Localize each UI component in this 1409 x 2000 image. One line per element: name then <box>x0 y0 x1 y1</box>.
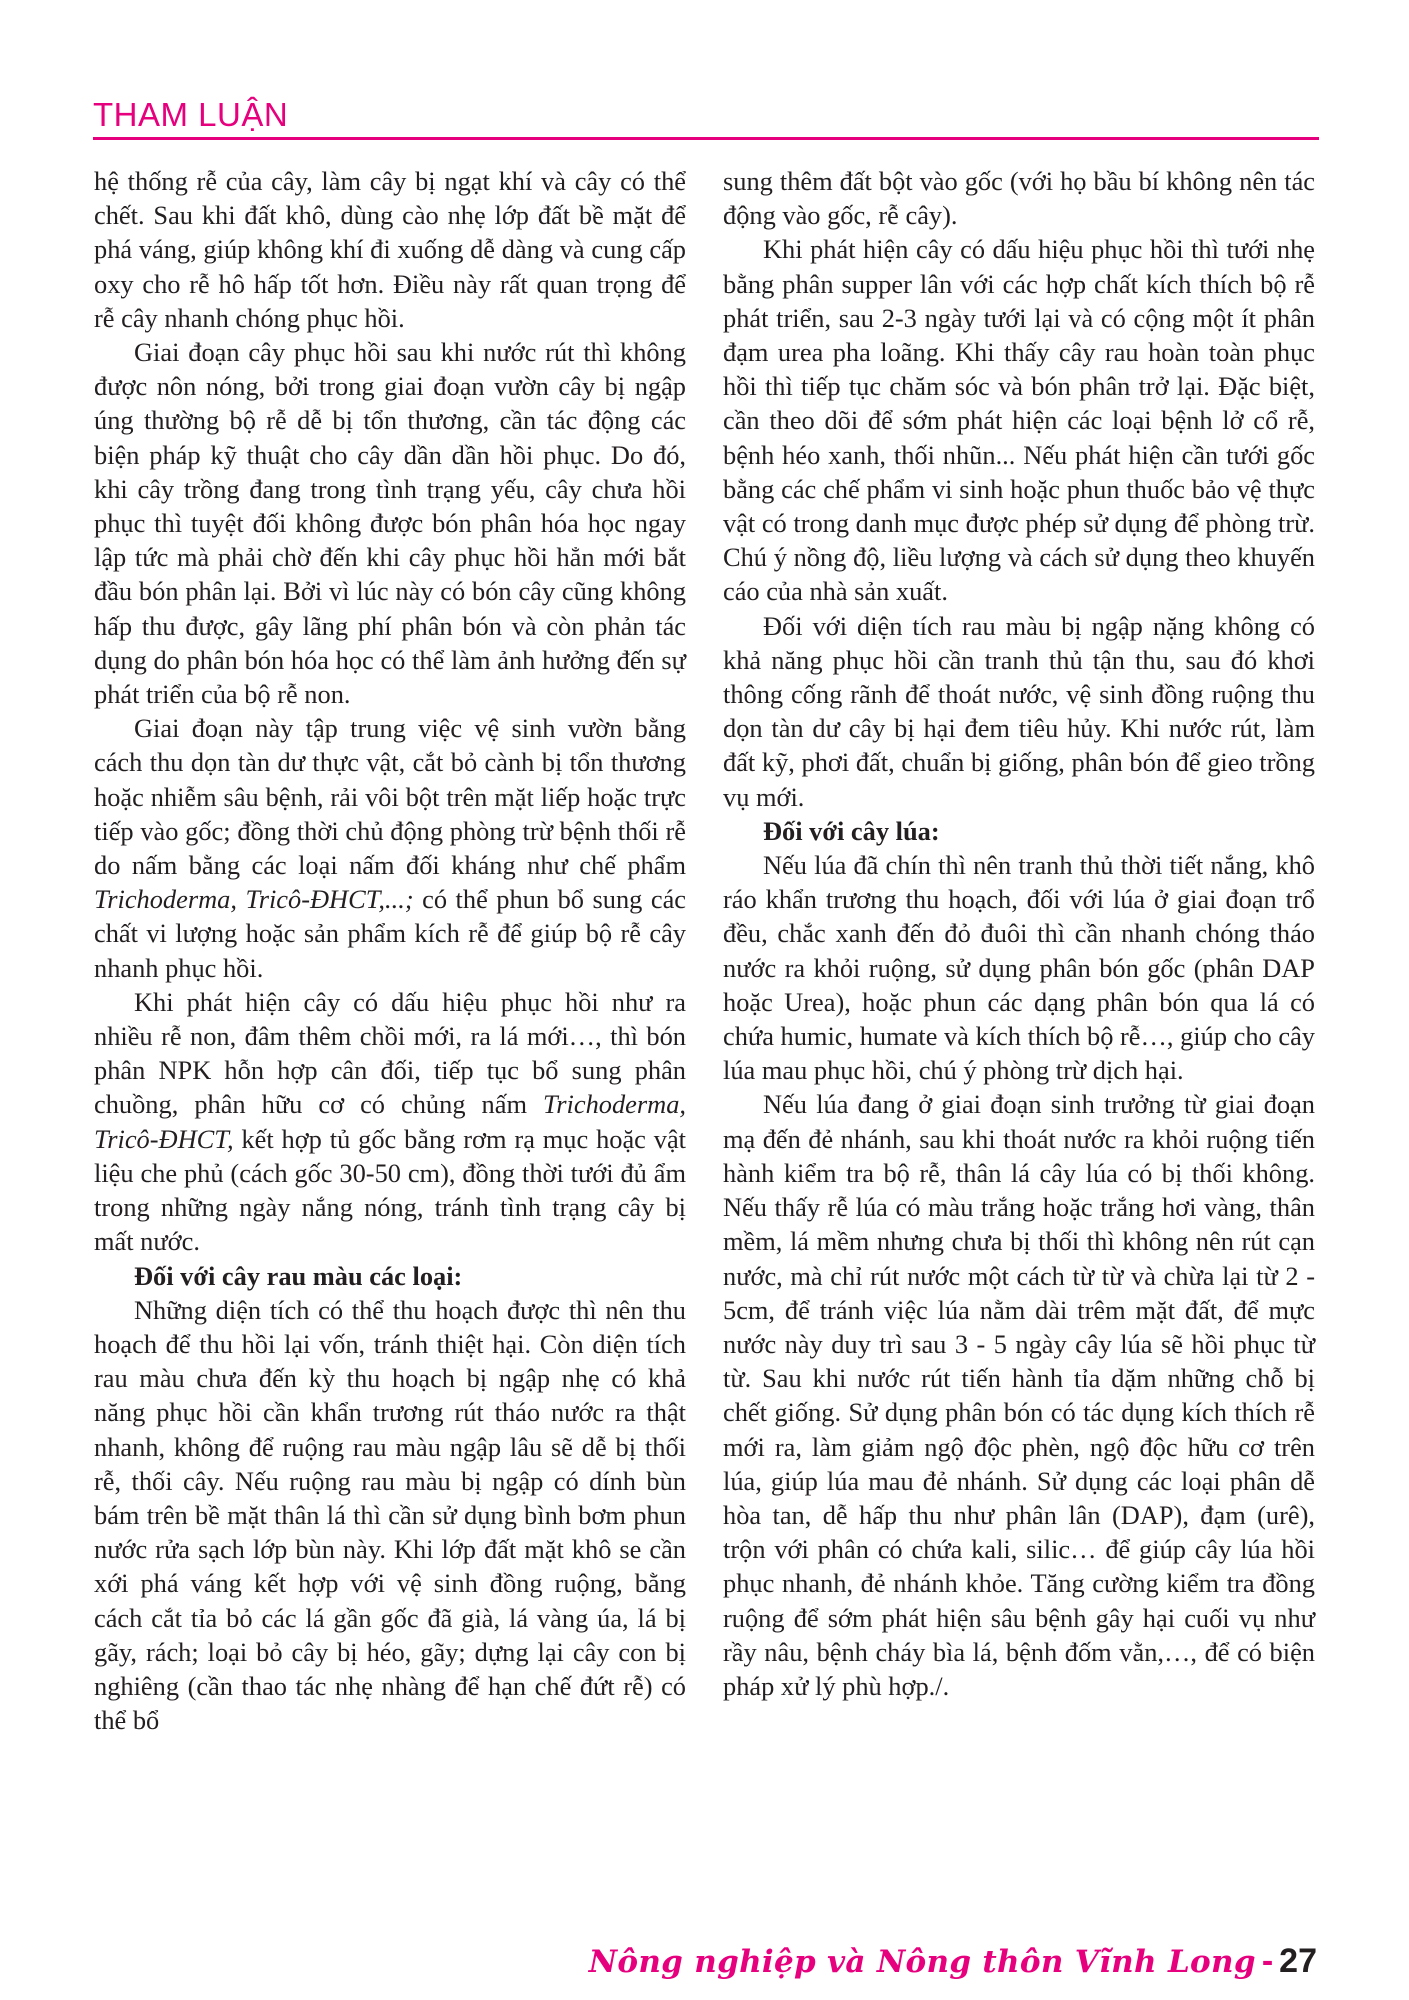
paragraph: sung thêm đất bột vào gốc (với họ bầu bí không nên tác động vào gốc, rễ cây). <box>723 166 1315 231</box>
paragraph <box>94 985 686 1259</box>
paragraph-text: có thể phun bổ sung các chất vi lượng hoặc sản phẩm kích rễ để giúp bộ rễ cây nhanh phục hồi. <box>94 884 686 983</box>
italic-product-names: Trichoderma, Tricô-ĐHCT, <box>94 1089 686 1154</box>
paragraph: Những diện tích có thể thu hoạch được thì nên thu hoạch để thu hồi lại vốn, tránh thiệt hại. Còn diện tích rau màu chưa đến kỳ thu hoạch bị ngập nhẹ có khả năng phục hồi cần khẩn trương rút tháo nước ra thật nhanh, không để ruộng rau màu ngập lâu sẽ dễ bị thối rễ, thối cây. Nếu ruộng rau màu bị ngập có dính bùn bám trên bề mặt thân lá thì cần sử dụng bình bơm phun nước rửa sạch lớp bùn này. Khi lớp đất mặt khô se cần xới phá váng kết hợp với vệ sinh đồng ruộng, bằng cách cắt tỉa bỏ các lá gần gốc đã già, lá vàng úa, lá bị gãy, rách; loại bỏ cây bị héo, gãy; dựng lại cây con bị nghiêng (cần thao tác nhẹ nhàng để hạn chế đứt rễ) có thể bổ <box>94 1294 686 1736</box>
paragraph: Giai đoạn cây phục hồi sau khi nước rút thì không được nôn nóng, bởi trong giai đoạn vườn cây bị ngập úng thường bộ rễ dễ bị tổn thương, cần tác động các biện pháp kỹ thuật cho cây dần dần hồi phục. Do đó, khi cây trồng đang trong tình trạng yếu, cây chưa hồi phục thì tuyệt đối không được bón phân hóa học ngay lập tức mà phải chờ đến khi cây phục hồi hẳn mới bắt đầu bón phân lại. Bởi vì lúc này có bón cây cũng không hấp thu được, gây lãng phí phân bón và còn phản tác dụng do phân bón hóa học có thể làm ảnh hưởng đến sự phát triển của bộ rễ non. <box>94 337 686 710</box>
paragraph-text: Giai đoạn này tập trung việc vệ sinh vườn bằng cách thu dọn tàn dư thực vật, cắt bỏ cành bị tổn thương hoặc nhiễm sâu bệnh, rải vôi bột trên mặt liếp hoặc trực tiếp vào gốc; đồng thời chủ động phòng trừ bệnh thối rễ do nấm bằng các loại nấm đối kháng như chế phẩm <box>94 713 686 881</box>
right-column <box>723 164 1315 1703</box>
paragraph <box>94 711 686 985</box>
footer-separator: - <box>1261 1942 1274 1980</box>
left-column <box>94 164 686 1737</box>
page-footer <box>589 1944 1317 1979</box>
header-divider <box>93 137 1319 140</box>
section-title: THAM LUẬN <box>93 96 289 133</box>
paragraph: Nếu lúa đang ở giai đoạn sinh trưởng từ giai đoạn mạ đến đẻ nhánh, sau khi thoát nước ra khỏi ruộng tiến hành kiểm tra bộ rễ, thân lá cây lúa có bị thối không. Nếu thấy rễ lúa có màu trắng hoặc trắng hơi vàng, thân mềm, lá mềm nhưng chưa bị thối thì không nên rút cạn nước, mà chỉ rút nước một cách từ từ và chừa lại từ 2 - 5cm, để tránh việc lúa nằm dài trêm mặt đất, để mực nước này duy trì sau 3 - 5 ngày cây lúa sẽ hồi phục từ từ. Sau khi nước rút tiến hành tỉa dặm những chỗ bị chết giống. Sử dụng phân bón có tác dụng kích thích rễ mới ra, làm giảm ngộ độc phèn, ngộ độc hữu cơ trên lúa, giúp lúa mau đẻ nhánh. Sử dụng các loại phân dễ hòa tan, dễ hấp thu như phân lân (DAP), đạm (urê), trộn với phân có chứa kali, silic… để giúp cây lúa hồi phục nhanh, đẻ nhánh khỏe. Tăng cường kiểm tra đồng ruộng để sớm phát hiện sâu bệnh gây hại cuối vụ như rầy nâu, bệnh cháy bìa lá, bệnh đốm vằn,…, để có biện pháp xử lý phù hợp./. <box>723 1089 1315 1701</box>
italic-product-names: Trichoderma, Tricô-ĐHCT,...; <box>94 884 414 915</box>
paragraph-text: kết hợp tủ gốc bằng rơm rạ mục hoặc vật liệu che phủ (cách gốc 30-50 cm), đồng thời tưới đủ ẩm trong những ngày nắng nóng, tránh tình trạng cây bị mất nước. <box>94 1123 686 1257</box>
subheading-rice: Đối với cây lúa: <box>763 815 940 846</box>
paragraph-text: Khi phát hiện cây có dấu hiệu phục hồi như ra nhiều rễ non, đâm thêm chồi mới, ra lá mới…, thì bón phân NPK hỗn hợp cân đối, tiếp tục bổ sung phân chuồng, phân hữu cơ có chủng nấm <box>94 986 686 1120</box>
paragraph: Đối với diện tích rau màu bị ngập nặng không có khả năng phục hồi cần tranh thủ tận thu, sau đó khơi thông cống rãnh để thoát nước, vệ sinh đồng ruộng thu dọn tàn dư cây bị hại đem tiêu hủy. Khi nước rút, làm đất kỹ, phơi đất, chuẩn bị giống, phân bón để gieo trồng vụ mới. <box>723 610 1315 812</box>
paragraph: Khi phát hiện cây có dấu hiệu phục hồi thì tưới nhẹ bằng phân supper lân với các hợp chất kích thích bộ rễ phát triển, sau 2-3 ngày tưới lại và có cộng một ít phân đạm urea pha loãng. Khi thấy cây rau hoàn toàn phục hồi thì tiếp tục chăm sóc và bón phân trở lại. Đặc biệt, cần theo dõi để sớm phát hiện các loại bệnh lở cổ rễ, bệnh héo xanh, thối nhũn... Nếu phát hiện cần tưới gốc bằng các chế phẩm vi sinh hoặc phun thuốc bảo vệ thực vật có trong danh mục được phép sử dụng để phòng trừ. Chú ý nồng độ, liều lượng và cách sử dụng theo khuyến cáo của nhà sản xuất. <box>723 234 1315 607</box>
paragraph: hệ thống rễ của cây, làm cây bị ngạt khí và cây có thể chết. Sau khi đất khô, dùng cào nhẹ lớp đất bề mặt để phá váng, giúp không khí đi xuống dễ dàng và cung cấp oxy cho rễ hô hấp tốt hơn. Điều này rất quan trọng để rễ cây nhanh chóng phục hồi. <box>94 166 686 333</box>
page-number: 27 <box>1279 1942 1317 1980</box>
subheading-vegetables: Đối với cây rau màu các loại: <box>134 1260 463 1291</box>
magazine-name: Nông nghiệp và Nông thôn Vĩnh Long <box>588 1944 1256 1980</box>
paragraph: Nếu lúa đã chín thì nên tranh thủ thời tiết nắng, khô ráo khẩn trương thu hoạch, đối với lúa ở giai đoạn trổ đều, chắc xanh đến đỏ đuôi thì cần nhanh chóng tháo nước ra khỏi ruộng, sử dụng phân bón gốc (phân DAP hoặc Urea), hoặc phun các dạng phân bón qua lá có chứa humic, humate và kích thích bộ rễ…, giúp cho cây lúa mau phục hồi, chú ý phòng trừ dịch hại. <box>723 850 1315 1086</box>
